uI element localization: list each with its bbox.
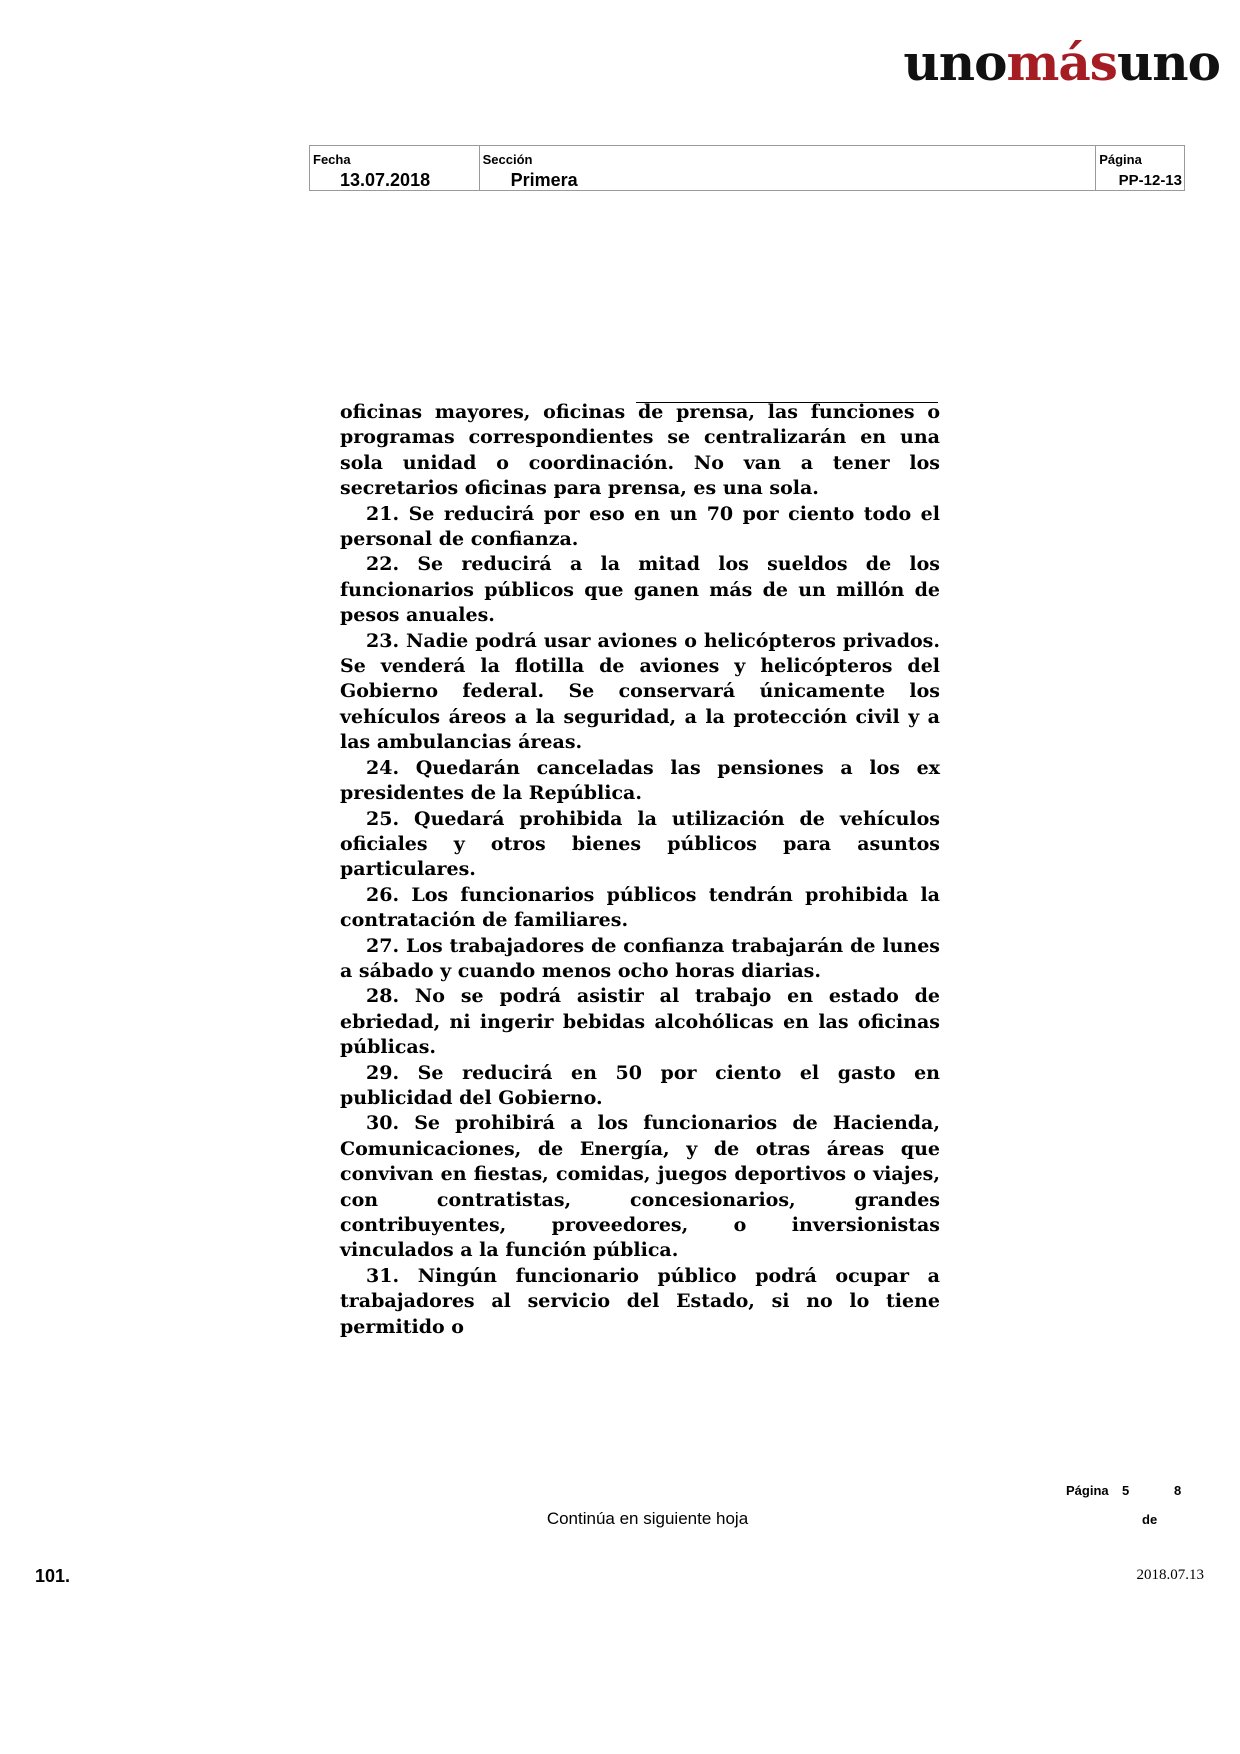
- article-item: [340, 883, 940, 934]
- item-text: Se reducirá a la mitad los sueldos de los funcionarios públicos que ganen más de un millón de pesos anuales.: [340, 553, 940, 627]
- article-item: [340, 1061, 940, 1112]
- article-item: [340, 984, 940, 1060]
- newspaper-logo: [903, 33, 1220, 92]
- item-text: Ningún funcionario público podrá ocupar a trabajadores al servicio del Estado, si no lo tiene permitido o: [340, 1264, 940, 1338]
- article-intro: oficinas mayores, oficinas de prensa, las funciones o programas correspondientes se centralizarán en una sola unidad o coordinación. No van a tener los secretarios oficinas para prensa, es una sola.: [340, 401, 940, 500]
- item-number: 30.: [366, 1112, 400, 1135]
- metadata-table: [309, 145, 1185, 191]
- item-text: No se podrá asistir al trabajo en estado de ebriedad, ni ingerir bebidas alcohólicas en las oficinas públicas.: [340, 985, 940, 1059]
- seccion-cell: [480, 146, 1097, 190]
- fecha-label: Fecha: [313, 152, 351, 167]
- seccion-label: Sección: [482, 152, 533, 167]
- fecha-value: 13.07.2018: [340, 170, 431, 190]
- article-item: [340, 502, 940, 553]
- logo-text-uno: uno: [903, 33, 1007, 92]
- article-item: [340, 1111, 940, 1263]
- article-item: [340, 756, 940, 807]
- pagina-value: PP-12-13: [1118, 172, 1182, 189]
- item-number: 27.: [366, 934, 400, 957]
- item-number: 28.: [366, 985, 400, 1008]
- continues-next-page-note: Continúa en siguiente hoja: [546, 1509, 749, 1528]
- item-text: Se reducirá por eso en un 70 por ciento todo el personal de confianza.: [340, 502, 940, 551]
- item-number: 29.: [366, 1061, 400, 1084]
- item-text: Quedará prohibida la utilización de vehículos oficiales y otros bienes públicos para asuntos particulares.: [340, 807, 940, 881]
- article-item: [340, 1264, 940, 1340]
- item-text: Se reducirá en 50 por ciento el gasto en publicidad del Gobierno.: [340, 1061, 940, 1109]
- article-item: [340, 552, 940, 628]
- item-number: 24.: [366, 756, 400, 779]
- item-text: Los funcionarios públicos tendrán prohibida la contratación de familiares.: [340, 883, 940, 932]
- item-text: Se prohibirá a los funcionarios de Hacienda, Comunicaciones, de Energía, y de otras áreas que convivan en fiestas, comidas, juegos deportivos o viajes, con contratistas, concesionarios, grandes contribuyentes, proveedores, o inversionistas vinculados a la función pública.: [340, 1112, 940, 1262]
- fecha-cell: [310, 146, 480, 190]
- item-number: 25.: [366, 807, 400, 830]
- logo-text-mas: más: [1006, 33, 1117, 92]
- logo-text-uno-2: uno: [1116, 33, 1220, 92]
- item-text: Nadie podrá usar aviones o helicópteros privados. Se venderá la flotilla de aviones y helicópteros del Gobierno federal. Se conservará únicamente los vehículos áreos a la seguridad, a la protección civil y a las ambulancias áreas.: [340, 629, 940, 754]
- item-number: 26.: [366, 883, 400, 906]
- article-clipping: [340, 400, 940, 1340]
- item-number: 31.: [366, 1264, 400, 1287]
- pagina-label: Página: [1099, 152, 1142, 167]
- item-number: 22.: [366, 553, 400, 576]
- item-text: Quedarán canceladas las pensiones a los ex presidentes de la República.: [340, 756, 940, 805]
- footer-pagina-label: Página: [1066, 1483, 1109, 1498]
- item-number: 23.: [366, 629, 400, 652]
- article-item: [340, 807, 940, 883]
- footer-page-number: 5: [1122, 1483, 1130, 1498]
- article-item: [340, 934, 940, 985]
- item-text: Los trabajadores de confianza trabajarán de lunes a sábado y cuando menos ocho horas diarias.: [340, 934, 940, 982]
- footer-page-total: 8: [1174, 1483, 1182, 1498]
- document-id: 101.: [35, 1566, 71, 1586]
- pagina-cell: [1096, 146, 1184, 190]
- article-item: [340, 629, 940, 756]
- document-date: 2018.07.13: [1136, 1567, 1204, 1583]
- footer-de-label: de: [1142, 1512, 1158, 1527]
- seccion-value: Primera: [510, 170, 578, 190]
- item-number: 21.: [366, 502, 400, 525]
